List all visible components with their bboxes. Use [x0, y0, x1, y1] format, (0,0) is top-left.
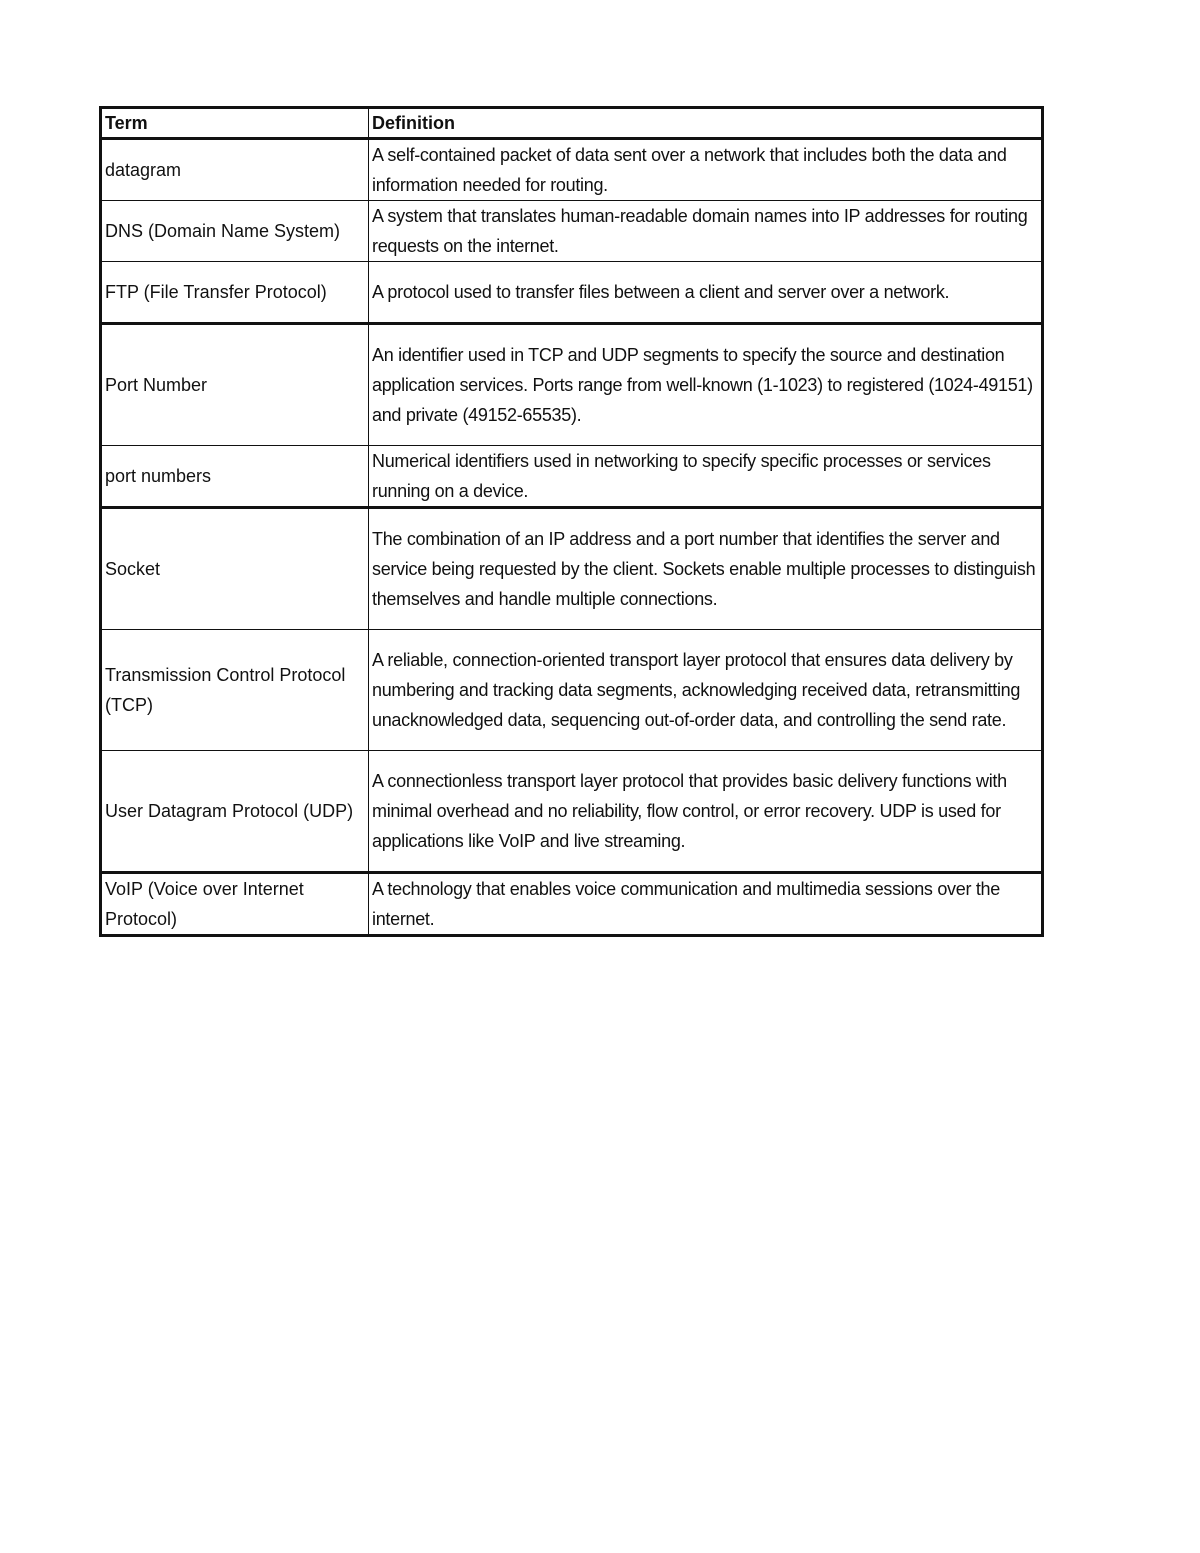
header-term: Term: [101, 108, 369, 139]
definition-cell: Numerical identifiers used in networking to specify specific processes or services running on a device.: [369, 446, 1043, 508]
definition-cell: A connectionless transport layer protocol that provides basic delivery functions with minimal overhead and no reliability, flow control, or error recovery. UDP is used for applications like VoIP and live streaming.: [369, 751, 1043, 873]
table-row: [101, 630, 1043, 751]
term-cell: Socket: [101, 508, 369, 630]
table-row: [101, 508, 1043, 630]
definition-cell: A protocol used to transfer files between a client and server over a network.: [369, 262, 1043, 324]
definition-cell: A system that translates human-readable domain names into IP addresses for routing requests on the internet.: [369, 201, 1043, 262]
table-row: [101, 139, 1043, 201]
table-row: [101, 201, 1043, 262]
term-cell: User Datagram Protocol (UDP): [101, 751, 369, 873]
definition-cell: The combination of an IP address and a port number that identifies the server and service being requested by the client. Sockets enable multiple processes to distinguish themselves and handle multiple connections.: [369, 508, 1043, 630]
table-row: [101, 324, 1043, 446]
table-row: [101, 873, 1043, 936]
definition-cell: A technology that enables voice communication and multimedia sessions over the internet.: [369, 873, 1043, 936]
term-cell: VoIP (Voice over Internet Protocol): [101, 873, 369, 936]
table-row: [101, 262, 1043, 324]
term-cell: Port Number: [101, 324, 369, 446]
definition-cell: A reliable, connection-oriented transport layer protocol that ensures data delivery by numbering and tracking data segments, acknowledging received data, retransmitting unacknowledged data, sequencing out-of-order data, and controlling the send rate.: [369, 630, 1043, 751]
table-row: [101, 446, 1043, 508]
header-definition: Definition: [369, 108, 1043, 139]
glossary-table: [99, 106, 1044, 937]
term-cell: port numbers: [101, 446, 369, 508]
term-cell: datagram: [101, 139, 369, 201]
table-row: [101, 751, 1043, 873]
definition-cell: A self-contained packet of data sent over a network that includes both the data and information needed for routing.: [369, 139, 1043, 201]
term-cell: Transmission Control Protocol (TCP): [101, 630, 369, 751]
table-header-row: [101, 108, 1043, 139]
definition-cell: An identifier used in TCP and UDP segments to specify the source and destination application services. Ports range from well-known (1-1023) to registered (1024-49151) and private (49152-65535).: [369, 324, 1043, 446]
term-cell: FTP (File Transfer Protocol): [101, 262, 369, 324]
term-cell: DNS (Domain Name System): [101, 201, 369, 262]
